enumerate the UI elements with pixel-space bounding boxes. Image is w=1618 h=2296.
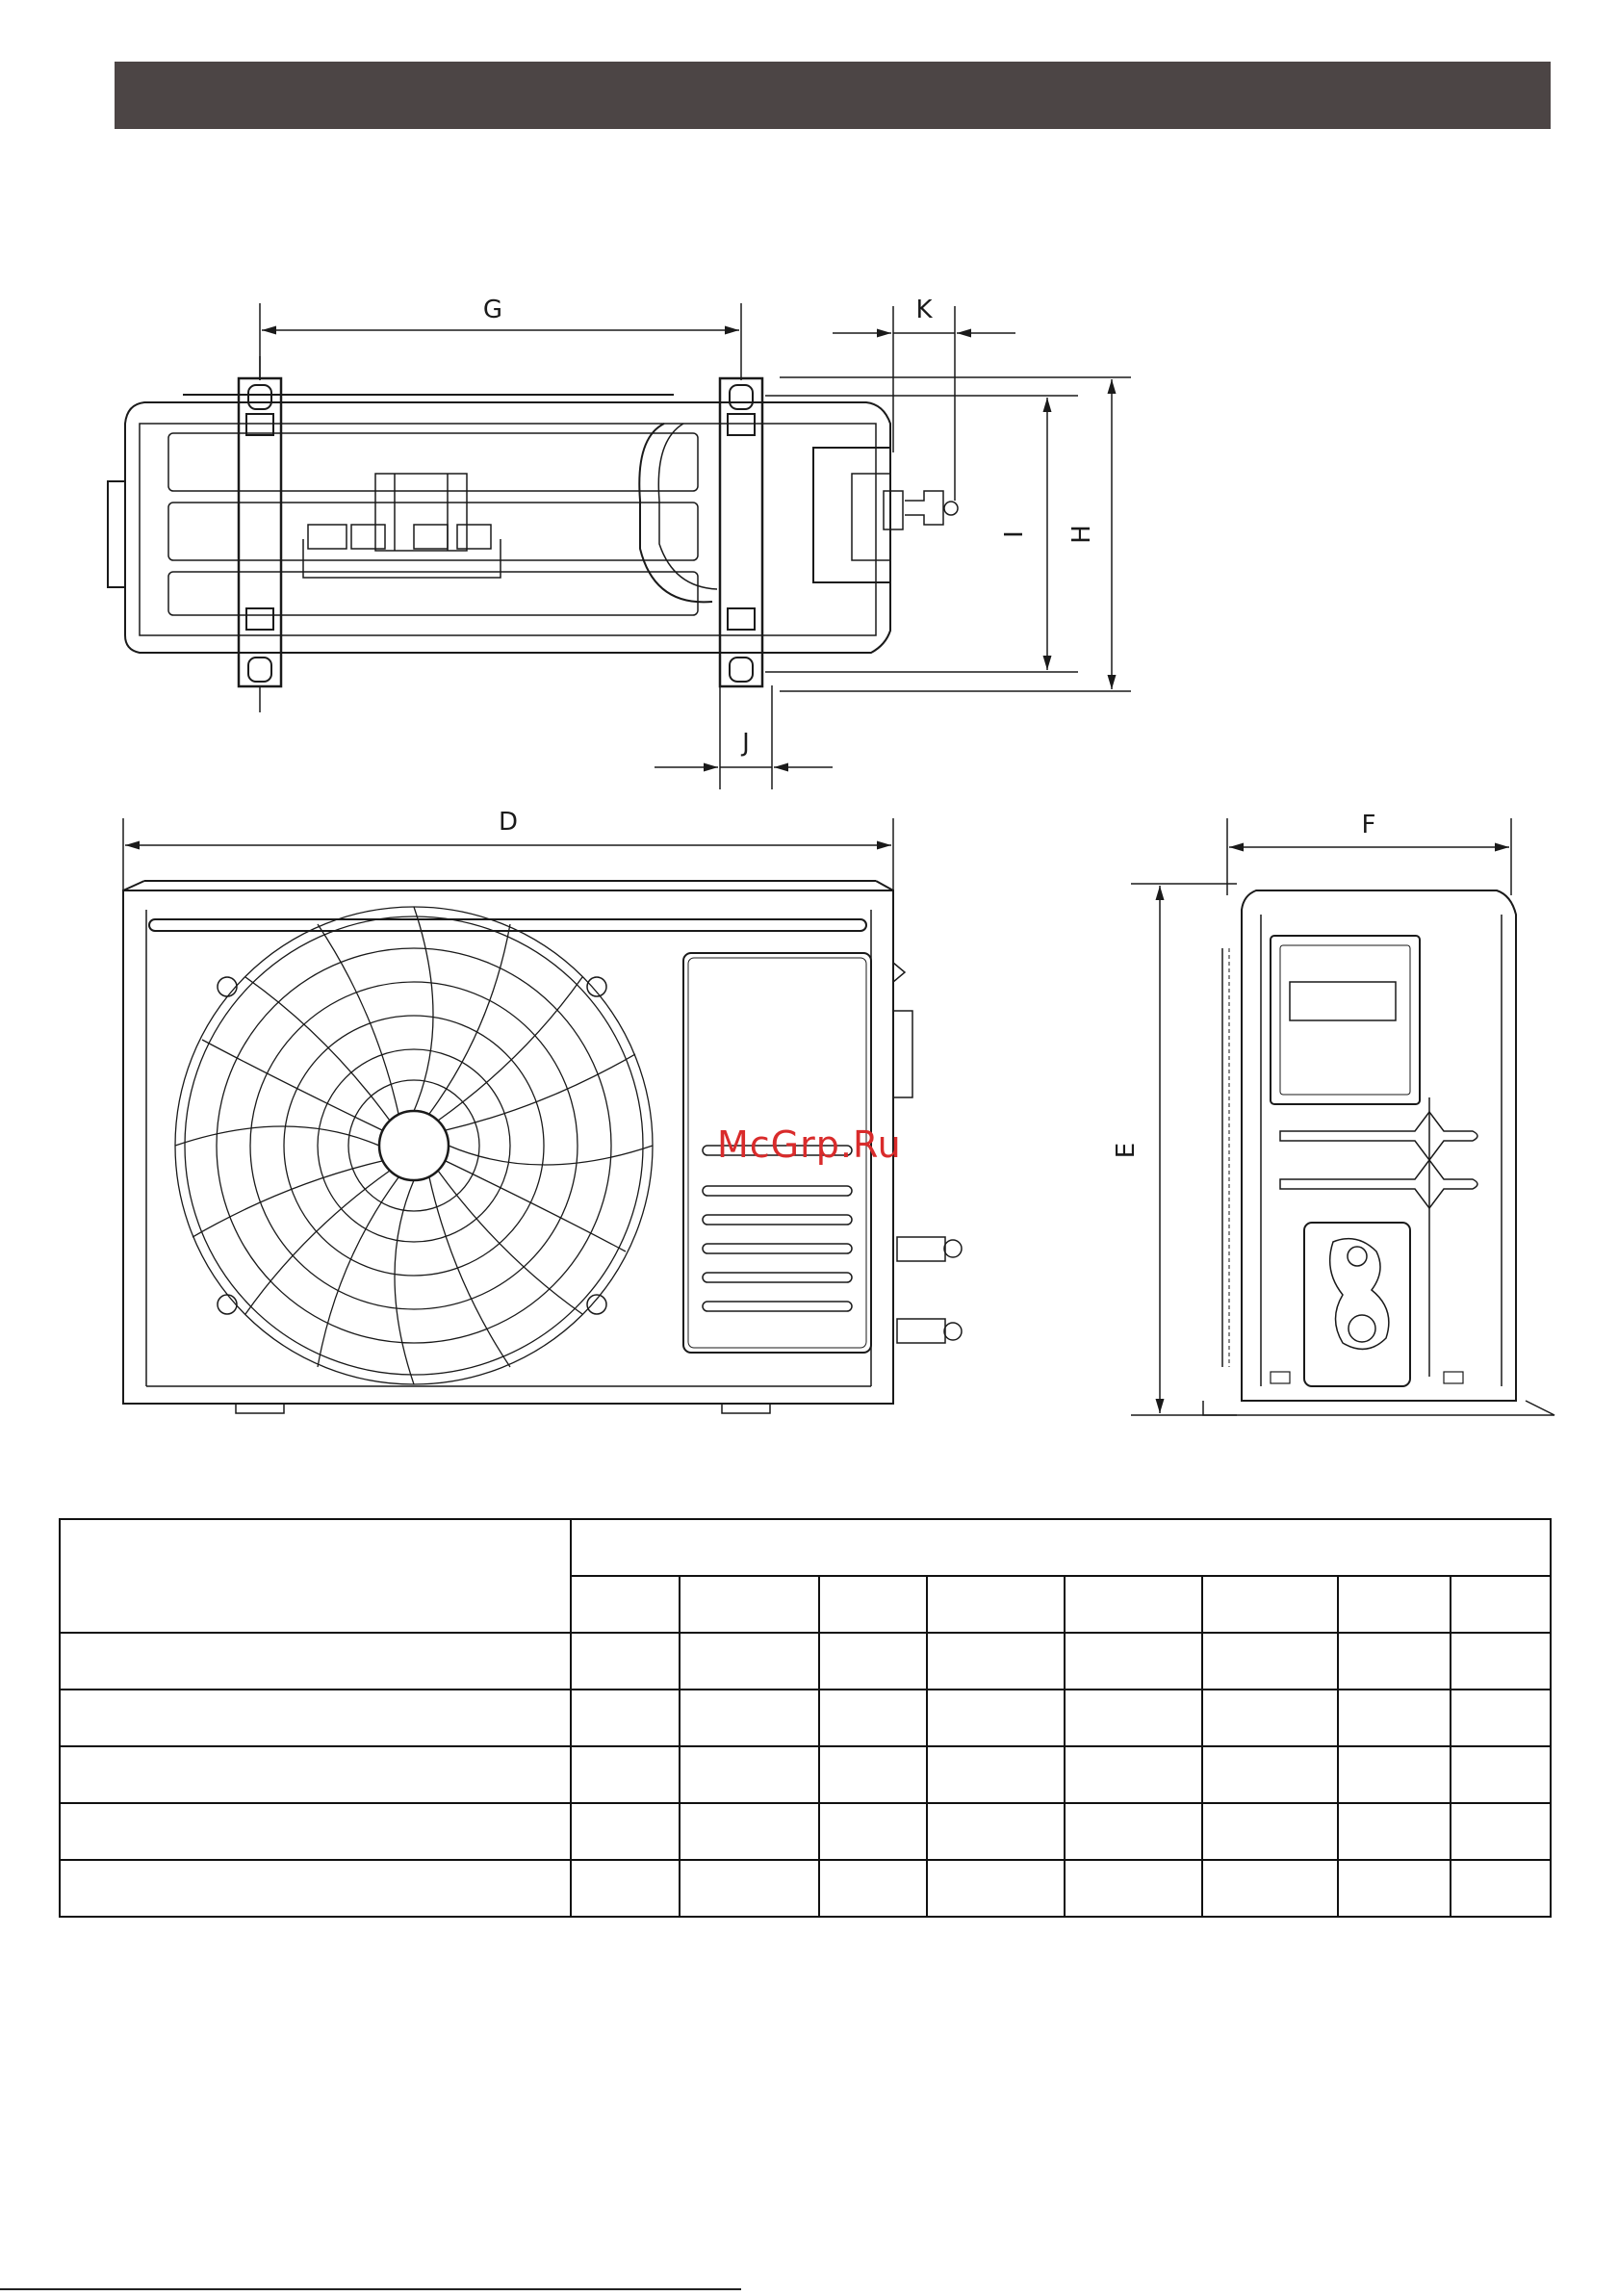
table-cell [60, 1633, 571, 1690]
table-cell [819, 1633, 927, 1690]
table-cell [1065, 1860, 1202, 1917]
table-cell [927, 1860, 1065, 1917]
dimension-label-g: G [482, 296, 503, 324]
spec-table-subheader-cell [1065, 1576, 1202, 1633]
table-cell [680, 1690, 819, 1746]
spec-table [59, 1518, 1552, 1918]
table-cell [571, 1690, 680, 1746]
spec-table-subheader-cell [571, 1576, 680, 1633]
spec-table-subheader-cell [1202, 1576, 1338, 1633]
table-cell [1202, 1803, 1338, 1860]
spec-table-subheader-cell [1451, 1576, 1551, 1633]
table-cell [60, 1690, 571, 1746]
table-cell [680, 1860, 819, 1917]
table-cell [571, 1746, 680, 1803]
top-view [108, 356, 958, 712]
table-cell [819, 1860, 927, 1917]
table-cell [571, 1860, 680, 1917]
dimension-label-h: H [1067, 525, 1096, 544]
footer-rule [0, 2288, 741, 2290]
table-cell [1065, 1746, 1202, 1803]
table-row [60, 1746, 1551, 1803]
table-cell [1338, 1633, 1451, 1690]
table-cell [1202, 1860, 1338, 1917]
table-cell [571, 1803, 680, 1860]
table-cell [1065, 1633, 1202, 1690]
table-cell [1202, 1633, 1338, 1690]
table-row [60, 1803, 1551, 1860]
dimension-label-f: F [1361, 811, 1376, 839]
table-cell [1065, 1803, 1202, 1860]
table-cell [1451, 1633, 1551, 1690]
table-cell [571, 1633, 680, 1690]
table-row [60, 1690, 1551, 1746]
dimension-label-i: I [1000, 530, 1029, 538]
table-row [60, 1860, 1551, 1917]
table-cell [1451, 1803, 1551, 1860]
top-view-dimensions [260, 303, 1131, 789]
table-cell [680, 1746, 819, 1803]
dimension-label-d: D [498, 808, 519, 837]
spec-table-subheader-cell [680, 1576, 819, 1633]
table-cell [60, 1860, 571, 1917]
table-cell [1065, 1690, 1202, 1746]
table-cell [927, 1633, 1065, 1690]
dimension-label-e: E [1112, 1142, 1141, 1159]
spec-table-subheader-cell [927, 1576, 1065, 1633]
watermark: McGrp.Ru [717, 1123, 902, 1166]
table-cell [60, 1803, 571, 1860]
side-view-dimensions [1131, 818, 1511, 1415]
table-cell [1338, 1746, 1451, 1803]
spec-table-subheader-cell [1338, 1576, 1451, 1633]
table-cell [1451, 1690, 1551, 1746]
table-cell [819, 1746, 927, 1803]
table-cell [927, 1803, 1065, 1860]
table-row [60, 1633, 1551, 1690]
table-cell [819, 1690, 927, 1746]
dimension-label-k: K [915, 296, 933, 324]
table-cell [60, 1746, 571, 1803]
table-cell [927, 1746, 1065, 1803]
table-cell [1202, 1746, 1338, 1803]
table-cell [1338, 1860, 1451, 1917]
table-cell [680, 1803, 819, 1860]
spec-table-corner-cell [60, 1519, 571, 1633]
table-cell [1338, 1803, 1451, 1860]
table-cell [927, 1690, 1065, 1746]
table-cell [1451, 1860, 1551, 1917]
dimension-label-j: J [742, 729, 750, 758]
table-cell [819, 1803, 927, 1860]
side-view [1203, 890, 1554, 1415]
table-cell [1451, 1746, 1551, 1803]
table-cell [1202, 1690, 1338, 1746]
spec-table-header-row [60, 1519, 1551, 1576]
table-cell [1338, 1690, 1451, 1746]
spec-table-subheader-cell [819, 1576, 927, 1633]
table-cell [680, 1633, 819, 1690]
spec-table-group-header-cell [571, 1519, 1551, 1576]
